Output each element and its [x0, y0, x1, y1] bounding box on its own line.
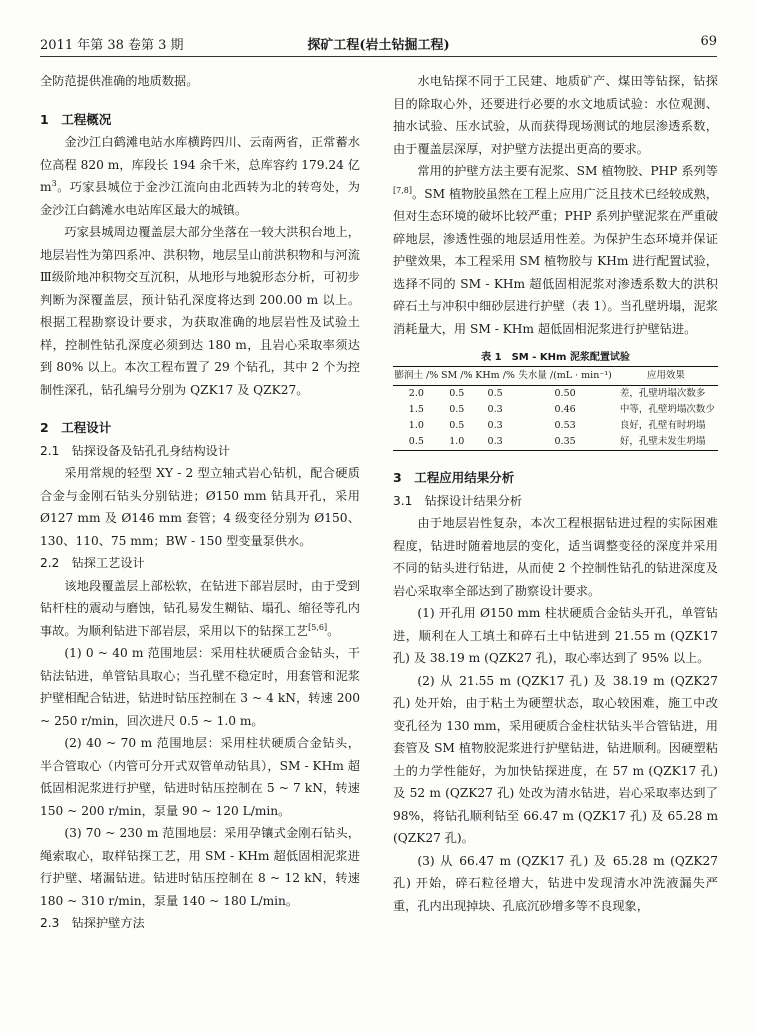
- table-cell: 0.5: [449, 388, 465, 399]
- table-row: [393, 402, 718, 418]
- right-column: [393, 70, 718, 917]
- table-row: [393, 434, 718, 451]
- process-item-1: (1) 0 ~ 40 m 范围地层：采用柱状硬质合金钻头，干钻法钻进，单管钻具取心；当孔壁不稳定时，用套管和泥浆护壁相配合钻进，钻进时钻压控制在 3 ~ 4 kN，转速 200 ~ 250 r/min，回次进尺 0.5 ~ 1.0 m。: [40, 646, 360, 728]
- section-3-1-paragraph-4: (3) 从 66.47 m (QZK17 孔) 及 65.28 m (QZK27 孔) 开始，碎石粒径增大，钻进中发现清水冲洗液漏失严重，孔内出现掉块、孔底沉砂增多等不良现象，: [393, 853, 718, 913]
- process-item-2: (2) 40 ~ 70 m 范围地层：采用柱状硬质合金钻头，半合管取心（内管可分开式双管单动钻具），SM - KHm 超低固相泥浆进行护壁，钻进时钻压控制在 5 ~ 7 kN，转速 150 ~ 200 r/min，泵量 90 ~ 120 L/min。: [40, 736, 360, 818]
- table-cell: 0.3: [487, 420, 503, 431]
- section-3-1-paragraph-3: (2) 从 21.55 m (QZK17 孔) 及 38.19 m (QZK27 孔) 处开始，由于粘土为硬塑状态，取心较困难，施工中改变孔径为 130 mm，采用硬质合金柱状钻头半合管钻进，用套管及 SM 植物胶泥浆进行护壁钻进，钻进顺利。因硬塑粘土的力学性能好，为加快钻探进度，在 57 m (QZK17 孔) 及 52 m (QZK27 孔) 处改为清水钻进，岩心采取率达到了 98%，将钻孔顺利钻至 66.47 m (QZK17 孔) 及 65.28 m (QZK27 孔)。: [393, 673, 718, 845]
- table-cell: 1.0: [408, 420, 424, 431]
- page-number: 69: [700, 34, 717, 49]
- left-column: [40, 70, 360, 935]
- table-cell: 1.0: [440, 434, 474, 451]
- table-cell: 0.3: [487, 404, 503, 415]
- right-paragraph-2: 常用的护壁方法主要有泥浆、SM 植物胶、PHP 系列等[7,8]。SM 植物胶虽然在工程上应用广泛且技术已经较成熟，但对生态环境的破坏比较严重；PHP 系列护壁泥浆在严重破碎地层，渗透性强的地层适用性差。为保护生态环境并保证护壁效果，本工程采用 SM 植物胶与 KHm 进行配置试验，选择不同的 SM - KHm 超低固相泥浆对渗透系数大的洪积碎石土与冲积中细砂层进行护壁（表 1）。当孔壁坍塌，泥浆消耗量大，用 SM - KHm 超低固相泥浆进行护壁钻进。: [393, 164, 718, 336]
- section-2-2-paragraph: 该地段覆盖层上部松软，在钻进下部岩层时，由于受到钻杆柱的震动与磨蚀，钻孔易发生糊钻、塌孔、缩径等孔内事故。为顺利钻进下部岩层，采用以下的钻探工艺[5,6]。: [40, 578, 360, 638]
- table-header-cell: 应用效果: [614, 367, 718, 386]
- table-header-cell: 失水量 /(mL · min⁻¹): [516, 367, 613, 386]
- table-cell: 0.3: [474, 434, 517, 451]
- section-3-1-paragraph-1: 由于地层岩性复杂，本次工程根据钻进过程的实际困难程度，钻进时随着地层的变化，适当调整变径的深度并采用不同的钻头进行钻进，从而使 2 个控制性钻孔的钻进深度及岩心采取率全部达到了勘察设计要求。: [393, 516, 718, 598]
- table-cell: 0.5: [449, 420, 465, 431]
- right-paragraph-1: 水电钻探不同于工民建、地质矿产、煤田等钻探，钻探目的除取心外，还要进行必要的水文地质试验：水位观测、抽水试验、压水试验，从而获得现场测试的地层渗透系数，由于覆盖层深厚，对护壁方法提出更高的要求。: [393, 74, 718, 156]
- section-2-title: 2 工程设计: [40, 420, 112, 435]
- table-header-cell: KHm /%: [474, 367, 517, 386]
- table-cell: 1.5: [408, 404, 424, 415]
- section-2-3-title: 2.3 钻探护壁方法: [40, 916, 145, 930]
- table-cell: 0.53: [554, 420, 576, 431]
- table-cell: 0.5: [393, 434, 440, 451]
- process-item-3: (3) 70 ~ 230 m 范围地层：采用孕镶式金刚石钻头，绳索取心，取样钻探工艺，用 SM - KHm 超低固相泥浆进行护壁、堵漏钻进。钻进时钻压控制在 8 ~ 12 kN，转速 180 ~ 310 r/min，泵量 140 ~ 180 L/min。: [40, 826, 360, 908]
- journal-issue: 2011 年第 38 卷第 3 期: [40, 38, 184, 53]
- section-1-paragraph-1: 金沙江白鹤滩电站水库横跨四川、云南两省，正常蓄水位高程 820 m，库段长 194 余千米，总库容约 179.24 亿 $m^3$。巧家县城位于金沙江流向由北西转为北的转弯处，为金沙江白鹤滩水电站库区最大的城镇。: [40, 135, 360, 217]
- section-3-1-title: 3.1 钻探设计结果分析: [393, 493, 523, 508]
- section-2-1-title: 2.1 钻探设备及钻孔孔身结构设计: [40, 443, 231, 458]
- table-cell: 0.35: [516, 434, 613, 451]
- table-cell: 0.5: [487, 388, 503, 399]
- table-header-cell: SM /%: [440, 367, 474, 386]
- section-2-1-paragraph: 采用常规的轻型 XY - 2 型立轴式岩心钻机，配合硬质合金与金刚石钻头分别钻进；Ø150 mm 钻具开孔，采用 Ø127 mm 及 Ø146 mm 套管；4 级变径分别为 Ø150、130、110、75 mm；BW - 150 型变量泵供水。: [40, 466, 360, 548]
- table-row: [393, 386, 718, 403]
- table-cell: 0.46: [554, 404, 576, 415]
- table-caption: 表 1 SM - KHm 泥浆配置试验: [481, 352, 630, 363]
- table-cell: 0.50: [554, 388, 576, 399]
- mud-config-table: [393, 350, 718, 451]
- journal-title: 探矿工程(岩土钻掘工程): [307, 38, 450, 53]
- table-cell: 2.0: [408, 388, 424, 399]
- section-1-title: 1 工程概况: [40, 111, 112, 127]
- section-3-1-paragraph-2: (1) 开孔用 Ø150 mm 柱状硬质合金钻头开孔，单管钻进，顺利在人工填土和碎石土中钻进到 21.55 m (QZK17 孔) 及 38.19 m (QZK27 孔)，取心率达到了 95% 以上。: [393, 606, 718, 665]
- table-cell: 差，孔壁坍塌次数多: [619, 388, 706, 399]
- table-row: [393, 418, 718, 434]
- table-cell: 中等，孔壁坍塌次数少: [619, 404, 715, 415]
- section-2-2-title: 2.2 钻探工艺设计: [40, 556, 145, 570]
- section-1-paragraph-2: 巧家县城周边覆盖层大部分坐落在一较大洪积台地上，地层岩性为第四系冲、洪积物，地层呈山前洪积物和与河流Ⅲ级阶地冲积物交互沉积，从地形与地貌形态分析，可初步判断为深覆盖层，预计钻孔深度将达到 200.00 m 以上。根据工程勘察设计要求，为获取准确的地层岩性及试验土样，控制性钻孔深度必须到达 180 m，且岩心采取率须达到 80% 以上。本次工程布置了 29 个钻孔，其中 2 个为控制性深孔，钻孔编号分别为 QZK17 及 QZK27。: [40, 225, 360, 397]
- table-cell: 0.5: [449, 404, 465, 415]
- table-header-cell: 膨润土 /%: [393, 367, 440, 386]
- section-3-title: 3 工程应用结果分析: [393, 470, 515, 485]
- table-cell: 良好，孔壁有时坍塌: [619, 420, 706, 431]
- intro-line: 全防范提供准确的地质数据。: [40, 74, 199, 88]
- page-header: [40, 30, 717, 57]
- table-body: [393, 366, 718, 451]
- table-cell: 好，孔壁未发生坍塌: [614, 434, 718, 451]
